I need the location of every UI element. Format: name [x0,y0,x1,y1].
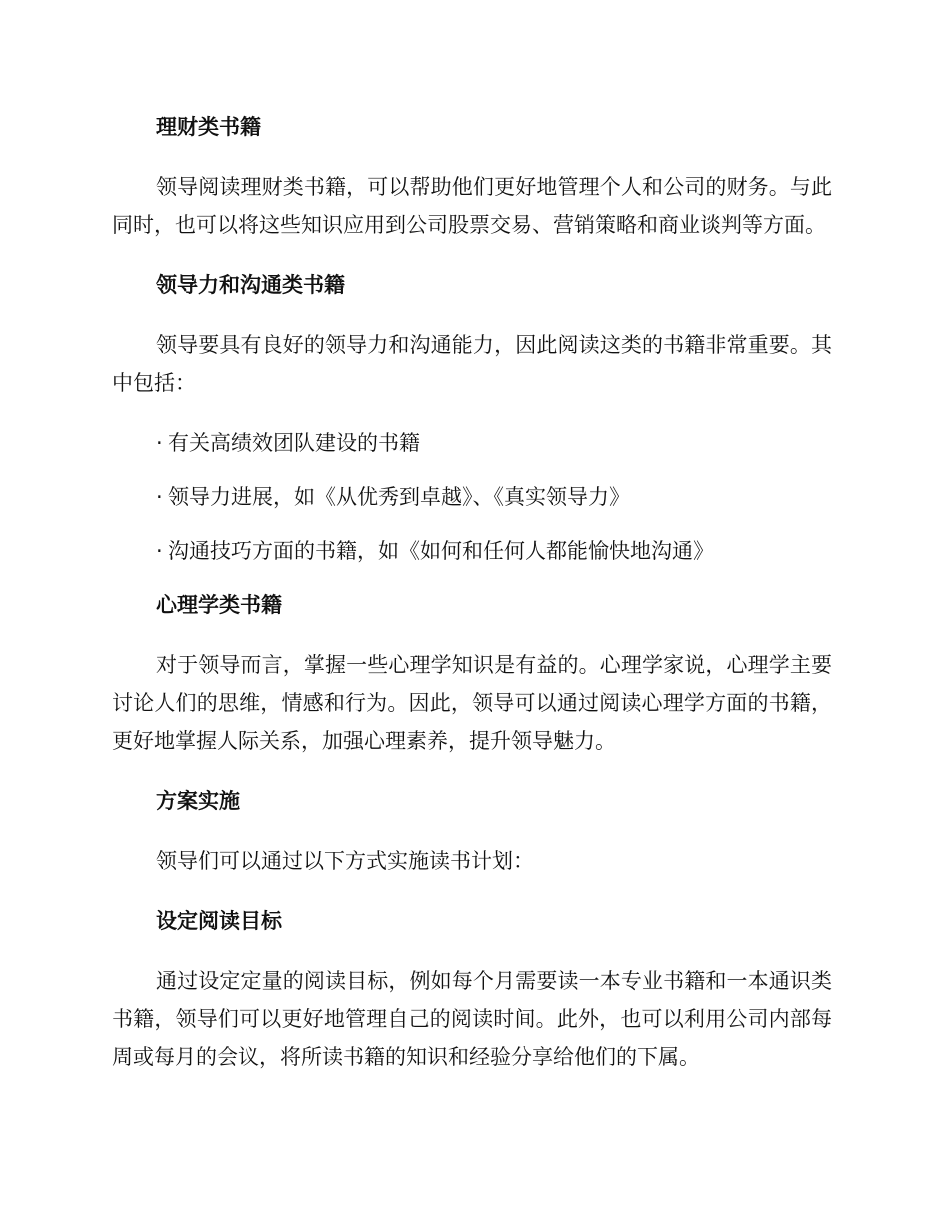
bullet-text: 领导力进展，如《从优秀到卓越》、《真实领导力》 [168,485,630,509]
bullet-item [112,478,832,516]
bullet-dot: · [156,431,163,455]
section-heading-leadership-books: 领导力和沟通类书籍 [156,273,345,297]
bullet-dot: · [156,485,163,509]
section-paragraph: 对于领导而言，掌握一些心理学知识是有益的。心理学家说，心理学主要讨论人们的思维，情感和行为。因此，领导可以通过阅读心理学方面的书籍，更好地掌握人际关系，加强心理素养，提升领导魅力。 [112,653,832,753]
document-body [112,108,832,1098]
bullet-text: 沟通技巧方面的书籍，如《如何和任何人都能愉快地沟通》 [168,539,714,563]
section-paragraph: 领导要具有良好的领导力和沟通能力，因此阅读这类的书籍非常重要。其中包括： [112,333,832,395]
section-heading-implementation: 方案实施 [156,789,240,813]
section-heading-psychology-books: 心理学类书籍 [156,593,282,617]
bullet-item [112,532,832,570]
bullet-text: 有关高绩效团队建设的书籍 [168,431,420,455]
section-paragraph: 领导们可以通过以下方式实施读书计划： [156,849,534,873]
bullet-item [112,424,832,462]
section-heading-finance-books: 理财类书籍 [156,115,261,139]
section-paragraph: 通过设定定量的阅读目标，例如每个月需要读一本专业书籍和一本通识类书籍，领导们可以更好地管理自己的阅读时间。此外，也可以利用公司内部每周或每月的会议，将所读书籍的知识和经验分享给他们的下属。 [112,969,832,1069]
section-paragraph: 领导阅读理财类书籍，可以帮助他们更好地管理个人和公司的财务。与此同时，也可以将这些知识应用到公司股票交易、营销策略和商业谈判等方面。 [112,175,832,237]
bullet-dot: · [156,539,163,563]
section-heading-reading-goals: 设定阅读目标 [156,909,282,933]
